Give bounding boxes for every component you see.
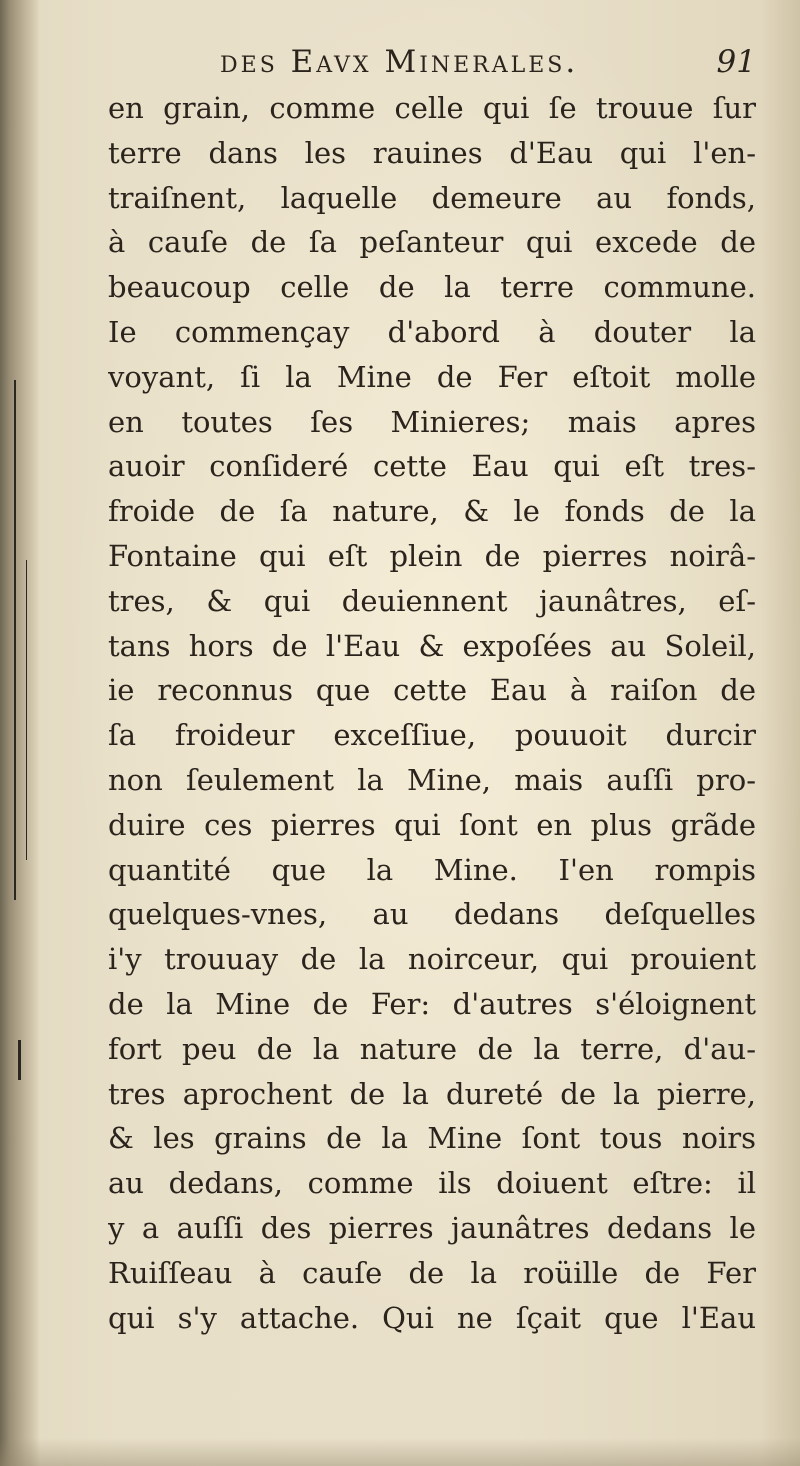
text-line: & les grains de la Mine ſont tous noirs — [108, 1121, 756, 1156]
text-line: à cauſe de ſa peſanteur qui excede de — [108, 225, 756, 260]
page-number: 91 — [716, 44, 756, 80]
gutter-rule — [14, 380, 16, 900]
text-line: Ruiſſeau à cauſe de la roüille de Fer — [108, 1255, 756, 1290]
text-line: beaucoup celle de la terre commune. — [108, 270, 756, 305]
text-line: tans hors de l'Eau & expoſées au Soleil, — [108, 628, 756, 663]
text-line: traiſnent, laquelle demeure au fonds, — [108, 180, 756, 215]
text-line: Fontaine qui eſt plein de pierres noirâ- — [108, 538, 756, 573]
page-bottom-shadow — [0, 1438, 800, 1466]
text-line: de la Mine de Fer: d'autres s'éloignent — [108, 986, 756, 1021]
gutter-rule — [18, 1040, 21, 1080]
text-line: fort peu de la nature de la terre, d'au- — [108, 1031, 756, 1066]
text-line: tres aprochent de la dureté de la pierre, — [108, 1076, 756, 1111]
text-line: en toutes ſes Minieres; mais apres — [108, 404, 756, 439]
gutter-rule — [26, 560, 27, 860]
text-line: quelques-vnes, au dedans deſquelles — [108, 897, 756, 932]
text-line: Ie commençay d'abord à douter la — [108, 314, 756, 349]
running-head: des Eavx Minerales. — [220, 44, 579, 80]
text-line: duire ces pierres qui ſont en plus grãde — [108, 807, 756, 842]
text-line: i'y trouuay de la noirceur, qui prouient — [108, 942, 756, 977]
text-line: qui s'y attache. Qui ne ſçait que l'Eau — [108, 1300, 756, 1335]
text-line: quantité que la Mine. I'en rompis — [108, 852, 756, 887]
text-line: froide de ſa nature, & le fonds de la — [108, 494, 756, 529]
body-text — [108, 86, 756, 1340]
text-line: tres, & qui deuiennent jaunâtres, eſ- — [108, 583, 756, 618]
text-line: non ſeulement la Mine, mais auſſi pro- — [108, 762, 756, 797]
text-line: terre dans les rauines d'Eau qui l'en- — [108, 135, 756, 170]
text-line: ſa froideur exceſſiue, pouuoit durcir — [108, 718, 756, 753]
text-line: auoir conſideré cette Eau qui eſt tres- — [108, 449, 756, 484]
page-header — [108, 44, 756, 88]
text-line: voyant, ſi la Mine de Fer eſtoit molle — [108, 359, 756, 394]
text-line: au dedans, comme ils doiuent eſtre: il — [108, 1166, 756, 1201]
text-line: en grain, comme celle qui ſe trouue ſur — [108, 91, 756, 125]
text-line: ie reconnus que cette Eau à raiſon de — [108, 673, 756, 708]
text-line: y a auſſi des pierres jaunâtres dedans le — [108, 1210, 756, 1245]
page-gutter — [0, 0, 40, 1466]
